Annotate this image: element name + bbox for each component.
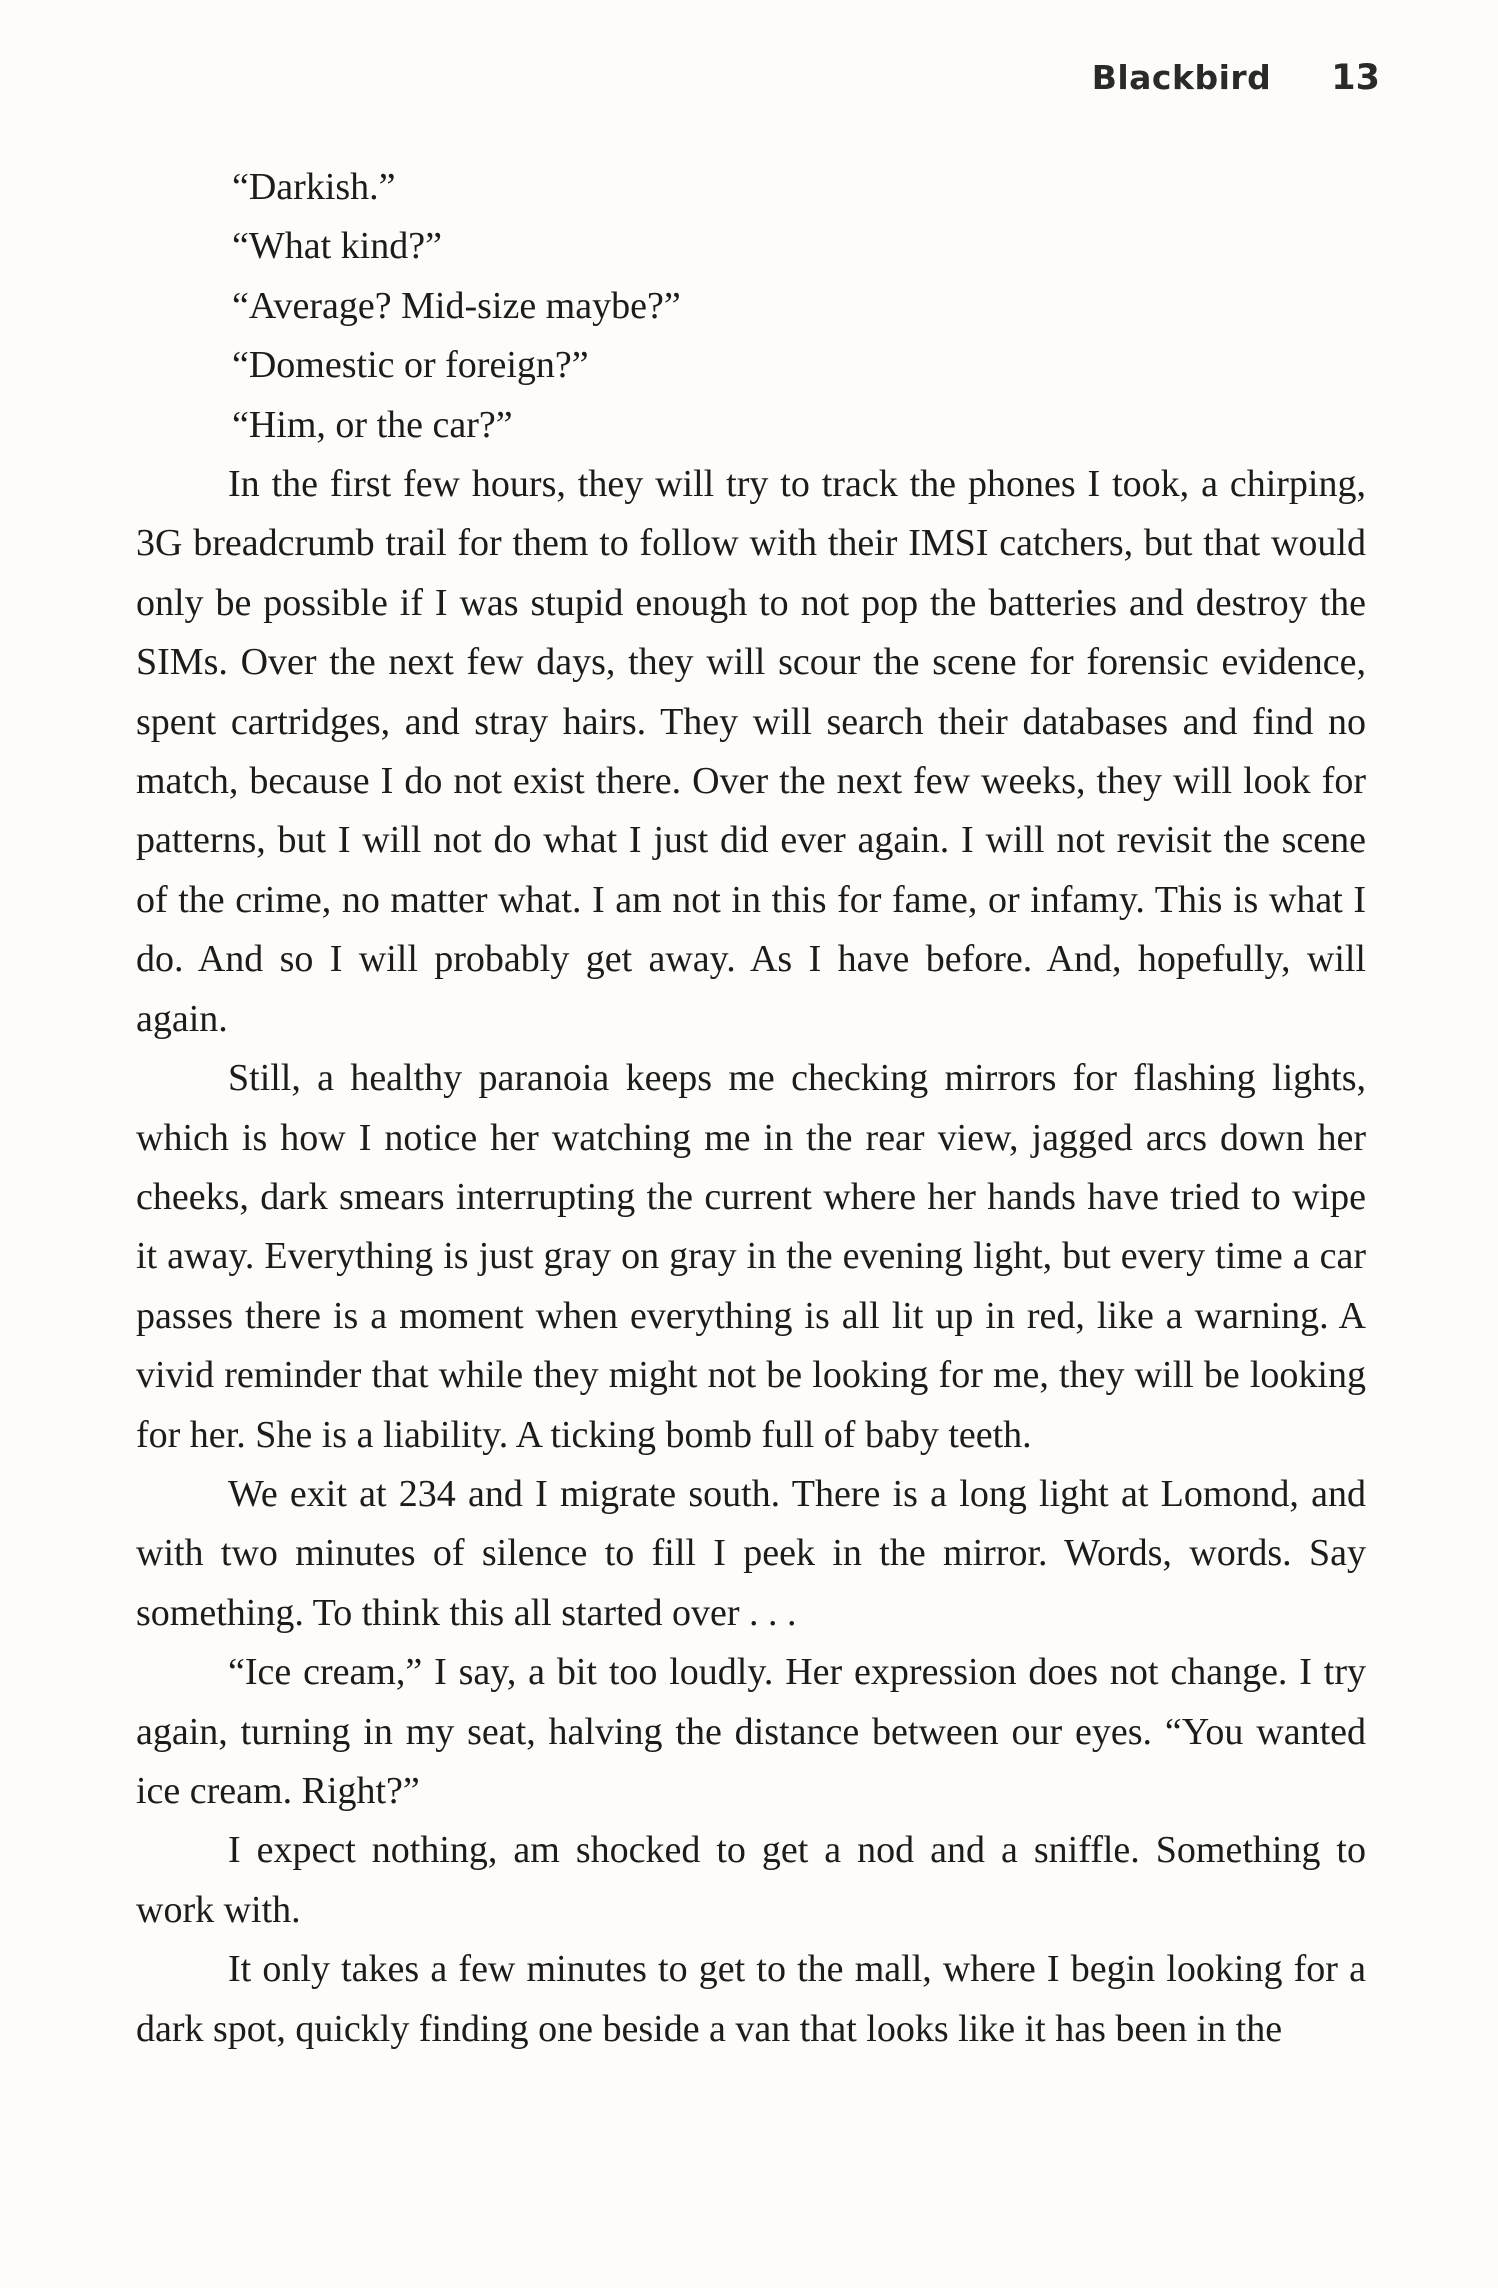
paragraph-first-few-hours: In the first few hours, they will try to track the phones I took, a chirping, 3G breadcrumb trail for them to follow with their IMSI catchers, but that would only be possible if I was stupid enough to not pop the batteries and destroy the SIMs. Over the next few days, they will scour the scene for forensic evidence, spent cartridges, and stray hairs. They will search their databases and find no match, because I do not exist there. Over the next few weeks, they will look for patterns, but I will not do what I just did ever again. I will not revisit the scene of the crime, no matter what. I am not in this for fame, or infamy. This is what I do. And so I will probably get away. As I have before. And, hopefully, will again. <box>136 463 1366 1040</box>
paragraph-expect-nothing: I expect nothing, am shocked to get a nod and a sniffle. Something to work with. <box>136 1829 1366 1931</box>
paragraph-dialogue-2: “What kind?” <box>232 225 442 268</box>
paragraph-ice-cream: “Ice cream,” I say, a bit too loudly. Her expression does not change. I try again, turning in my seat, halving the distance between our eyes. “You wanted ice cream. Right?” <box>136 1651 1366 1812</box>
paragraph-exit-234: We exit at 234 and I migrate south. There is a long light at Lomond, and with two minutes of silence to fill I peek in the mirror. Words, words. Say something. To think this all started over . . . <box>136 1472 1366 1634</box>
paragraph-mall: It only takes a few minutes to get to the mall, where I begin looking for a dark spot, quickly finding one beside a van that looks like it has been in the <box>136 1948 1366 2050</box>
paragraph-dialogue-5: “Him, or the car?” <box>232 403 513 446</box>
paragraph-dialogue-4: “Domestic or foreign?” <box>232 344 589 387</box>
page-number: 13 <box>1331 58 1380 98</box>
book-title: Blackbird <box>1091 58 1272 97</box>
running-header <box>1092 58 1380 98</box>
body-text <box>136 158 1366 2059</box>
paragraph-dialogue-1: “Darkish.” <box>232 166 396 208</box>
paragraph-healthy-paranoia: Still, a healthy paranoia keeps me checking mirrors for flashing lights, which is how I notice her watching me in the rear view, jagged arcs down her cheeks, dark smears interrupting the current where her hands have tried to wipe it away. Everything is just gray on gray in the evening light, but every time a car passes there is a moment when everything is all lit up in red, like a warning. A vivid reminder that while they might not be looking for me, they will be looking for her. She is a liability. A ticking bomb full of baby teeth. <box>136 1057 1366 1456</box>
paragraph-dialogue-3: “Average? Mid-size maybe?” <box>232 284 681 327</box>
